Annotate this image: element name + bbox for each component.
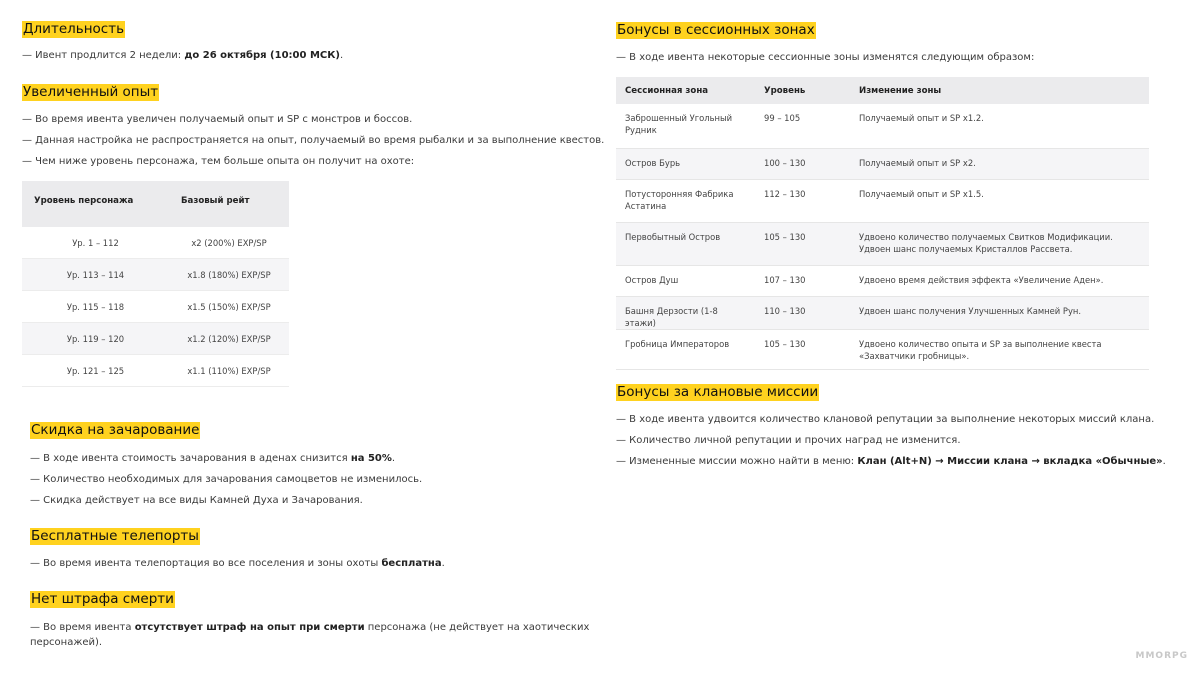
table-cell: Удвоен шанс получения Улучшенных Камней Рун. [850,296,1149,329]
table-row [616,296,1149,329]
duration-text: — Ивент продлится 2 недели: до 26 октября (10:00 МСК). [22,50,344,61]
table-cell: Удвоено количество опыта и SP за выполнение квеста «Захватчики гробницы». [850,329,1149,369]
table-cell: 110 – 130 [755,296,850,329]
table-cell: Башня Дерзости (1-8 этажи) [616,296,755,329]
table-cell: Ур. 1 – 112 [22,227,169,259]
table-cell: 105 – 130 [755,222,850,265]
table-row [616,104,1149,148]
teleport-text: — Во время ивента телепортация во все поселения и зоны охоты бесплатна. [30,558,445,569]
exp-text-2: — Данная настройка не распространяется на опыт, получаемый во время рыбалки и за выполнение квестов. [22,135,605,146]
table-cell: x1.1 (110%) EXP/SP [169,355,289,387]
duration-heading: Длительность [23,21,125,37]
teleport-heading: Бесплатные телепорты [31,528,199,544]
table-cell: x2 (200%) EXP/SP [169,227,289,259]
exp-heading: Увеличенный опыт [23,84,159,100]
watermark-logo: MMORPG [1135,651,1188,661]
exp-text-3: — Чем ниже уровень персонажа, тем больше опыта он получит на охоте: [22,156,415,167]
zones-heading: Бонусы в сессионных зонах [617,22,815,38]
zones-col-change: Изменение зоны [850,77,1149,104]
table-row [22,259,289,291]
death-text-2: персонажей). [30,637,103,648]
clan-text-1: — В ходе ивента удвоится количество клановой репутации за выполнение некоторых миссий клана. [616,414,1155,425]
death-heading: Нет штрафа смерти [31,591,174,607]
clan-heading: Бонусы за клановые миссии [617,384,819,400]
zones-col-level: Уровень [755,77,850,104]
enchant-heading: Скидка на зачарование [31,422,200,438]
exp-table-col-level: Уровень персонажа [22,181,169,227]
exp-table-col-rate: Базовый рейт [169,181,289,227]
table-cell: Остров Бурь [616,148,755,179]
table-cell: x1.2 (120%) EXP/SP [169,323,289,355]
table-cell: Ур. 113 – 114 [22,259,169,291]
table-cell: Получаемый опыт и SP x1.2. [850,104,1149,148]
table-cell: 100 – 130 [755,148,850,179]
table-cell: 112 – 130 [755,179,850,222]
zones-intro: — В ходе ивента некоторые сессионные зоны изменятся следующим образом: [616,52,1035,63]
table-cell: Удвоено количество получаемых Свитков Модификации. Удвоен шанс получаемых Кристаллов Рассвета. [850,222,1149,265]
table-row [22,291,289,323]
table-row [616,179,1149,222]
clan-text-2: — Количество личной репутации и прочих наград не изменится. [616,435,961,446]
clan-text-3: — Измененные миссии можно найти в меню: Клан (Alt+N) → Миссии клана → вкладка «Обычные». [616,456,1166,467]
table-cell: Получаемый опыт и SP x2. [850,148,1149,179]
enchant-text-3: — Скидка действует на все виды Камней Духа и Зачарования. [30,495,363,506]
table-cell: Ур. 119 – 120 [22,323,169,355]
table-cell: 99 – 105 [755,104,850,148]
table-row [22,355,289,387]
table-cell: 105 – 130 [755,329,850,369]
table-cell: Ур. 121 – 125 [22,355,169,387]
table-row [22,227,289,259]
zones-col-zone: Сессионная зона [616,77,755,104]
table-cell: Ур. 115 – 118 [22,291,169,323]
table-cell: x1.8 (180%) EXP/SP [169,259,289,291]
table-cell: Первобытный Остров [616,222,755,265]
enchant-text-2: — Количество необходимых для зачарования самоцветов не изменилось. [30,474,423,485]
table-row [616,265,1149,296]
zones-table [616,77,1149,370]
death-text-1: — Во время ивента отсутствует штраф на опыт при смерти персонажа (не действует на хаотических [30,622,590,633]
table-cell: Получаемый опыт и SP x1.5. [850,179,1149,222]
table-cell: Потусторонняя Фабрика Астатина [616,179,755,222]
table-row [616,329,1149,369]
enchant-text-1: — В ходе ивента стоимость зачарования в аденах снизится на 50%. [30,453,396,464]
zones-table-header [616,77,1149,104]
table-cell: Заброшенный Угольный Рудник [616,104,755,148]
exp-rate-table [22,181,289,387]
table-cell: Остров Душ [616,265,755,296]
table-cell: Удвоено время действия эффекта «Увеличение Аден». [850,265,1149,296]
exp-table-header [22,181,289,227]
table-row [616,148,1149,179]
table-cell: Гробница Императоров [616,329,755,369]
table-cell: x1.5 (150%) EXP/SP [169,291,289,323]
table-cell: 107 – 130 [755,265,850,296]
exp-text-1: — Во время ивента увеличен получаемый опыт и SP с монстров и боссов. [22,114,413,125]
table-row [616,222,1149,265]
table-row [22,323,289,355]
